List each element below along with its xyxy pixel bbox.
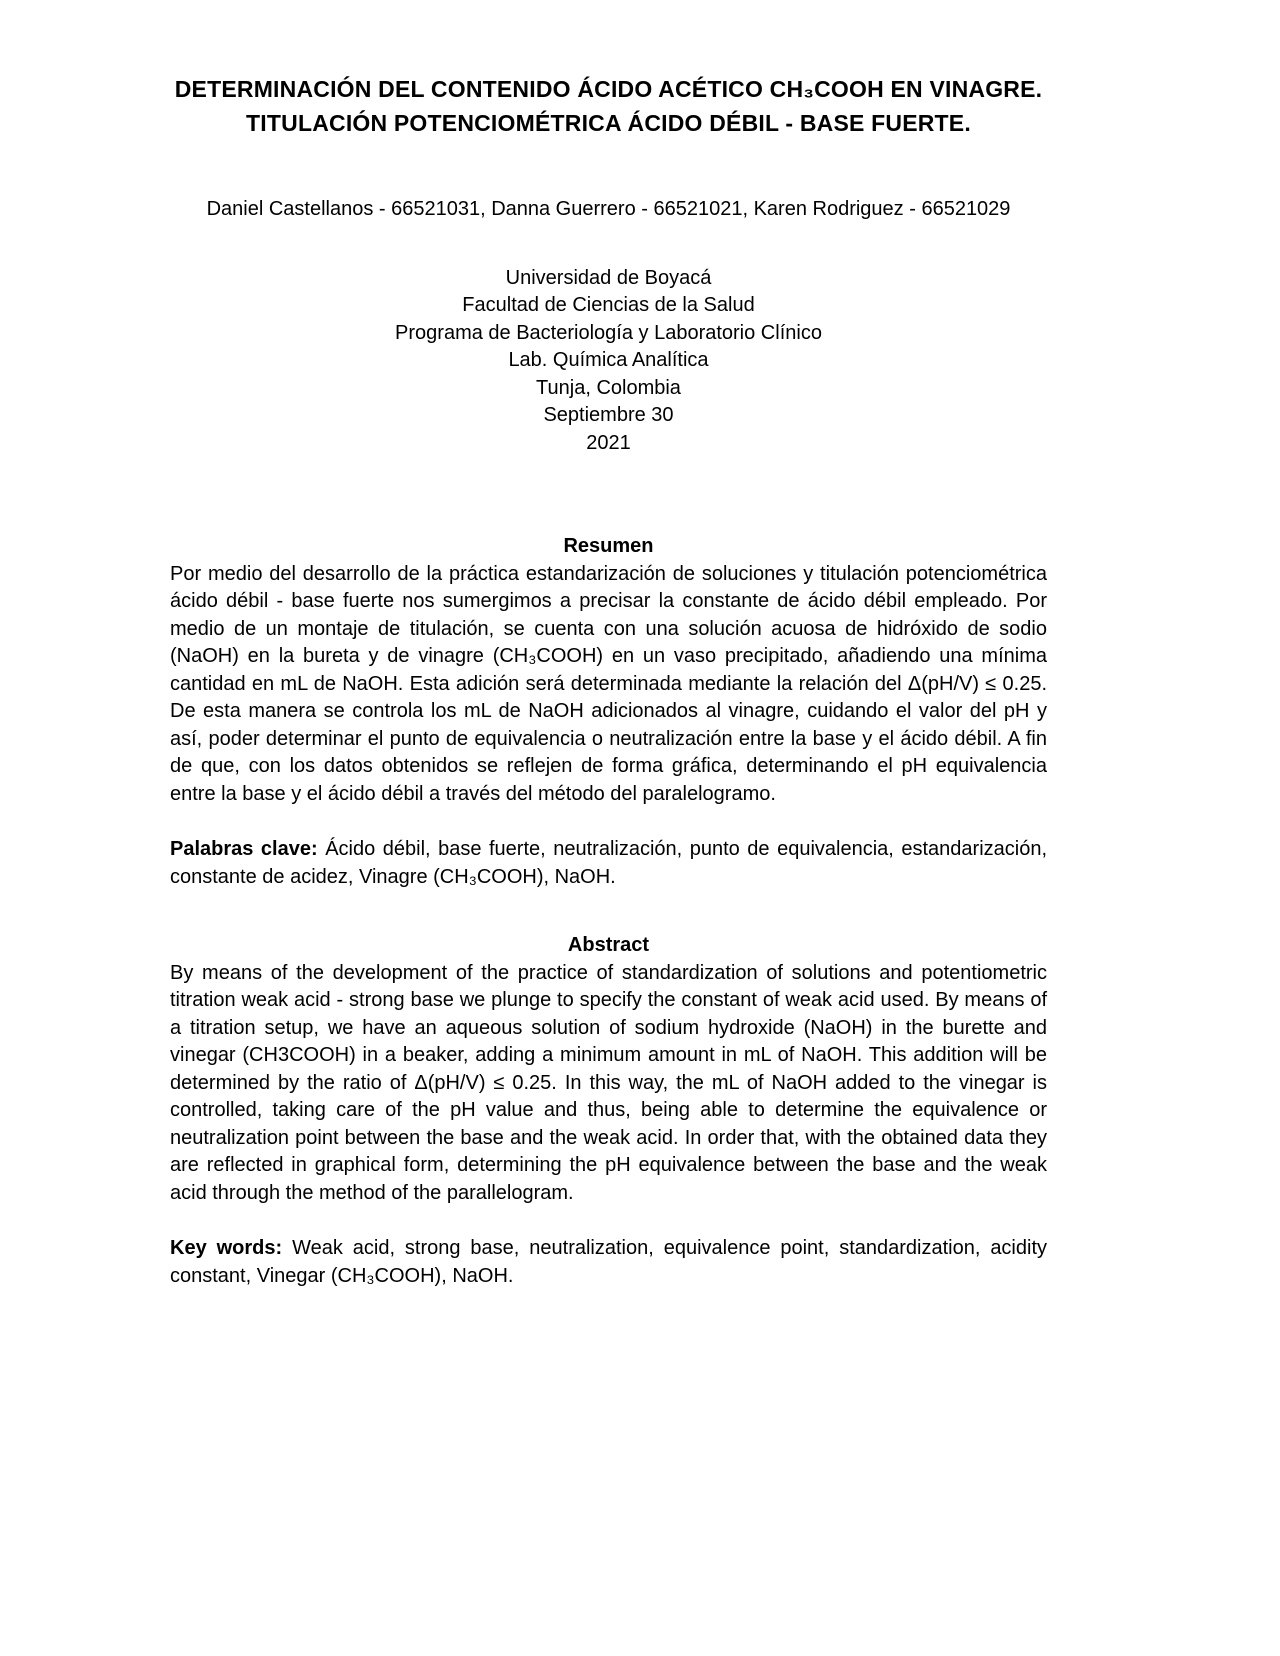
resumen-heading: Resumen [563,535,654,557]
palabras-clave-text: Ácido débil, base fuerte, neutralización, punto de equivalencia, estandarización, constante de acidez, Vinagre (CH₃COOH), NaOH. [170,838,1048,888]
key-words-block [170,1235,1047,1290]
title-line-2: TITULACIÓN POTENCIOMÉTRICA ÁCIDO DÉBIL - BASE FUERTE. [246,110,971,136]
palabras-clave-block [170,836,1047,891]
palabras-clave-label: Palabras clave: [170,838,318,860]
institution-block [170,265,1047,458]
institution-lab: Lab. Química Analítica [508,349,709,371]
resumen-paragraph: Por medio del desarrollo de la práctica estandarización de soluciones y titulación potenciométrica ácido débil - base fuerte nos sumergimos a precisar la constante de ácido débil empleado. Por medio de un montaje de titulación, se cuenta con una solución acuosa de hidróxido de sodio (NaOH) en la bureta y de vinagre (CH₃COOH) en un vaso precipitado, añadiendo una mínima cantidad en mL de NaOH. Esta adición será determinada mediante la relación del Δ(pH/V) ≤ 0.25. De esta manera se controla los mL de NaOH adicionados al vinagre, cuidando el valor del pH y así, poder determinar el punto de equivalencia o neutralización entre la base y el ácido débil. A fin de que, con los datos obtenidos se reflejen de forma gráfica, determinando el pH equivalencia entre la base y el ácido débil a través del método del paralelogramo. [170,562,1047,805]
institution-faculty: Facultad de Ciencias de la Salud [462,294,755,316]
authors-line: Daniel Castellanos - 66521031, Danna Guerrero - 66521021, Karen Rodriguez - 66521029 [206,198,1011,220]
abstract-heading: Abstract [567,934,650,956]
title-line-1: DETERMINACIÓN DEL CONTENIDO ÁCIDO ACÉTICO CH₃COOH EN VINAGRE. [174,76,1043,102]
institution-year: 2021 [586,431,631,454]
institution-program: Programa de Bacteriología y Laboratorio Clínico [395,321,822,344]
institution-city: Tunja, Colombia [536,376,681,399]
institution-date: Septiembre 30 [543,404,674,426]
key-words-label: Key words: [170,1237,283,1259]
abstract-paragraph: By means of the development of the practice of standardization of solutions and potentiometric titration weak acid - strong base we plunge to specify the constant of weak acid used. By means of a titration setup, we have an aqueous solution of sodium hydroxide (NaOH) in the burette and vinegar (CH3COOH) in a beaker, adding a minimum amount in mL of NaOH. This addition will be determined by the ratio of Δ(pH/V) ≤ 0.25. In this way, the mL of NaOH added to the vinegar is controlled, taking care of the pH value and thus, being able to determine the equivalence or neutralization point between the base and the weak acid. In order that, with the obtained data they are reflected in graphical form, determining the pH equivalence between the base and the weak acid through the method of the parallelogram. [170,961,1047,1204]
key-words-text: Weak acid, strong base, neutralization, equivalence point, standardization, acidity constant, Vinegar (CH₃COOH), NaOH. [170,1237,1048,1287]
document-title [170,72,1047,140]
institution-university: Universidad de Boyacá [505,266,712,289]
